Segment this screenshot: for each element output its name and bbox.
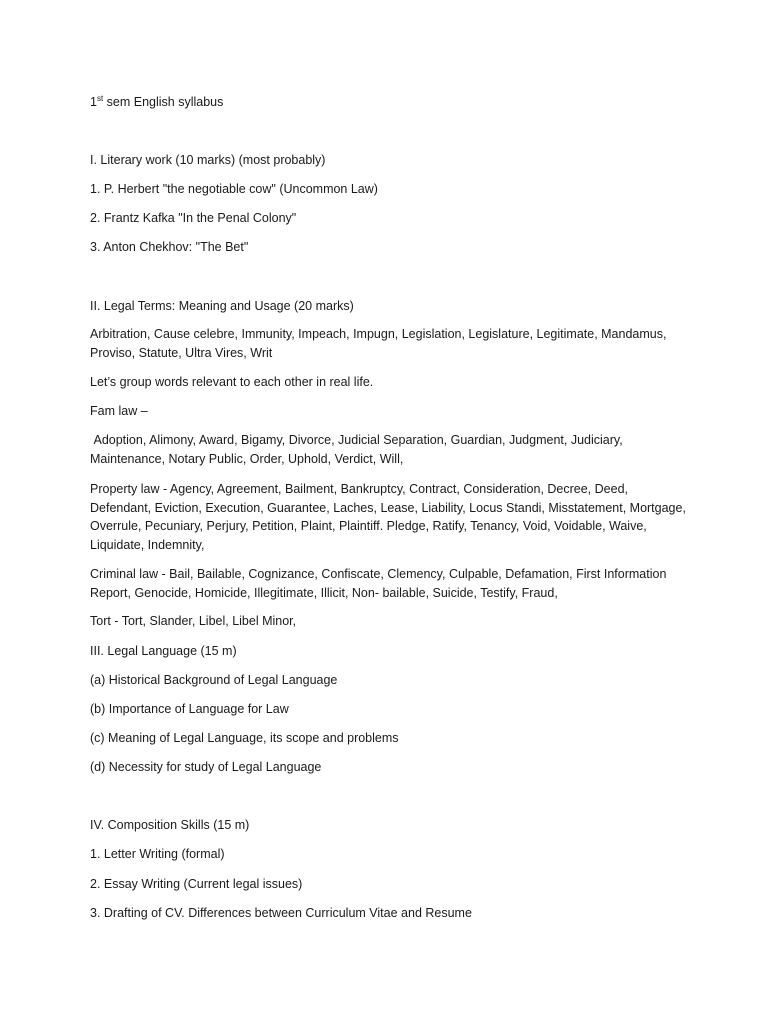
tort-terms: Tort - Tort, Slander, Libel, Libel Minor, <box>90 614 297 628</box>
criminal-law-terms: Criminal law - Bail, Bailable, Cognizance, Confiscate, Clemency, Culpable, Defamation, First Information Report, Genocide, Homicide, Illegitimate, Illicit, Non- bailable, Suicide, Testify, Fraud, <box>90 567 667 600</box>
fam-law-label: Fam law – <box>90 404 148 418</box>
section-heading-composition: IV. Composition Skills (15 m) <box>90 818 250 832</box>
literary-item: 2. Frantz Kafka "In the Penal Colony" <box>90 211 297 225</box>
title-rest: sem English syllabus <box>103 95 224 109</box>
literary-item: 3. Anton Chekhov: "The Bet" <box>90 240 249 254</box>
title-superscript: st <box>96 93 104 103</box>
fam-law-terms: Adoption, Alimony, Award, Bigamy, Divorce, Judicial Separation, Guardian, Judgment, Judiciary, Maintenance, Notary Public, Order, Uphold, Verdict, Will, <box>90 433 627 466</box>
composition-item: 1. Letter Writing (formal) <box>90 847 225 861</box>
property-law-terms: Property law - Agency, Agreement, Bailment, Bankruptcy, Contract, Consideration, Decree, Deed, Defendant, Eviction, Execution, Guarantee, Laches, Lease, Liability, Locus Standi, Misstatement, Mortgage, Overrule, Pecuniary, Perjury, Petition, Plaint, Plaintiff. Pledge, Ratify, Tenancy, Void, Voidable, Waive, Liquidate, Indemnity, <box>90 482 686 552</box>
legal-language-item: (c) Meaning of Legal Language, its scope and problems <box>90 731 399 745</box>
title-number: 1 <box>90 95 97 109</box>
legal-terms-list: Arbitration, Cause celebre, Immunity, Impeach, Impugn, Legislation, Legislature, Legitimate, Mandamus, Proviso, Statute, Ultra Vires, Writ <box>90 327 667 360</box>
document-title <box>90 93 690 112</box>
section-heading-legal-language: III. Legal Language (15 m) <box>90 644 237 658</box>
section-heading-literary: I. Literary work (10 marks) (most probably) <box>90 153 326 167</box>
section-heading-legal-terms: II. Legal Terms: Meaning and Usage (20 marks) <box>90 299 354 313</box>
legal-terms-note: Let’s group words relevant to each other in real life. <box>90 375 374 389</box>
composition-item: 3. Drafting of CV. Differences between Curriculum Vitae and Resume <box>90 906 472 920</box>
composition-item: 2. Essay Writing (Current legal issues) <box>90 877 303 891</box>
legal-language-item: (a) Historical Background of Legal Language <box>90 673 338 687</box>
legal-language-item: (b) Importance of Language for Law <box>90 702 289 716</box>
legal-language-item: (d) Necessity for study of Legal Language <box>90 760 322 774</box>
literary-item: 1. P. Herbert "the negotiable cow" (Uncommon Law) <box>90 182 378 196</box>
